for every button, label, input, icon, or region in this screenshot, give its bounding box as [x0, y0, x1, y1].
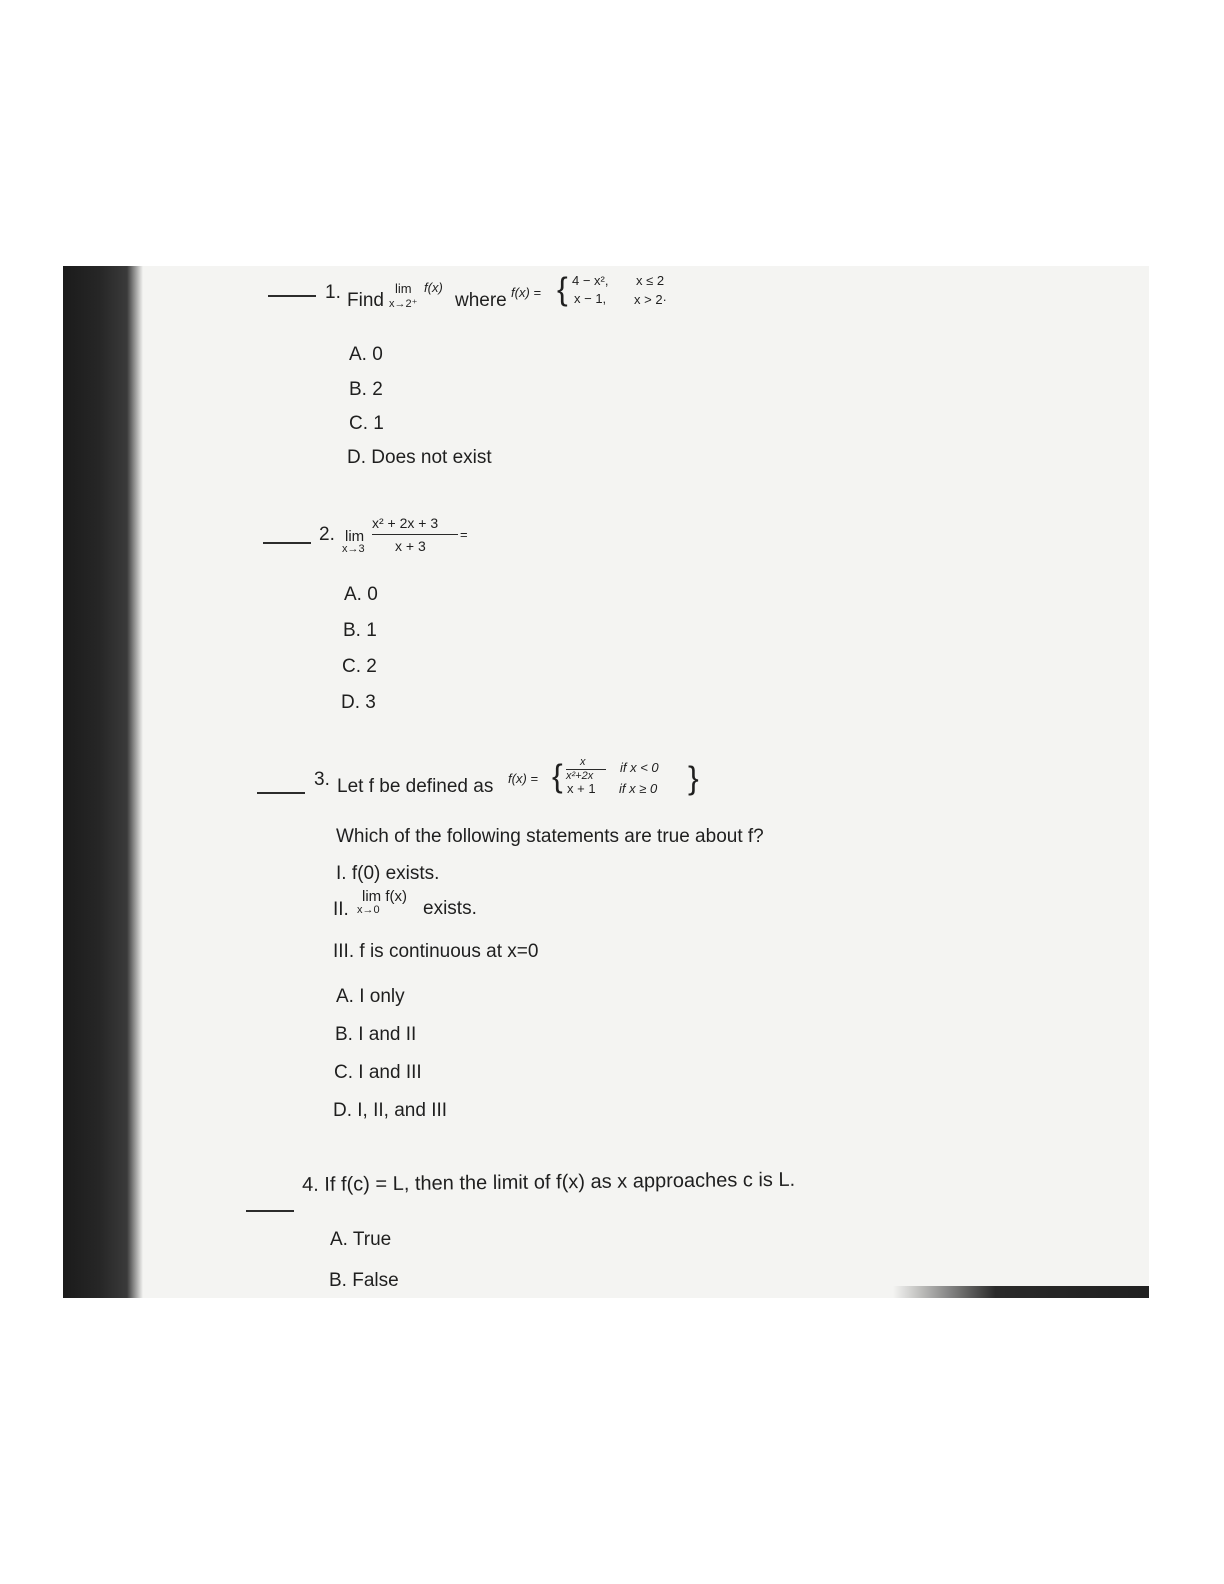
- q2-number: 2.: [319, 524, 335, 545]
- q3-statement-2-tail: exists.: [423, 898, 477, 919]
- answer-blank-1[interactable]: [268, 295, 316, 297]
- q2-fraction-bar: [372, 534, 458, 535]
- q4-choice-b[interactable]: B. False: [329, 1270, 399, 1291]
- q3-statement-2-sub: x→0: [357, 904, 380, 916]
- q2-choice-a[interactable]: A. 0: [344, 584, 378, 605]
- q3-case2-expr: x + 1: [567, 781, 596, 796]
- q3-case1-den: x²+2x: [566, 770, 594, 782]
- q1-choice-d[interactable]: D. Does not exist: [347, 447, 492, 468]
- q2-choice-c[interactable]: C. 2: [342, 656, 377, 677]
- q3-case2-cond: if x ≥ 0: [619, 781, 658, 796]
- q1-case1-expr: 4 − x²,: [572, 273, 609, 288]
- bottom-shadow: [893, 1286, 1149, 1298]
- q3-intro: Let f be defined as: [337, 776, 494, 797]
- q1-choice-c[interactable]: C. 1: [349, 413, 384, 434]
- left-shadow: [63, 266, 143, 1298]
- q3-statement-2-number: II.: [333, 899, 349, 920]
- q1-choice-b[interactable]: B. 2: [349, 379, 383, 400]
- q1-number: 1.: [325, 282, 341, 303]
- q2-denominator: x + 3: [395, 538, 426, 554]
- q1-where: where: [455, 290, 507, 311]
- q4-question: 4. If f(c) = L, then the limit of f(x) as x approaches c is L.: [302, 1168, 796, 1196]
- q3-choice-d[interactable]: D. I, II, and III: [333, 1100, 448, 1121]
- q1-fx: f(x): [424, 280, 443, 295]
- q3-fdef: f(x) =: [508, 771, 538, 786]
- q3-choice-c[interactable]: C. I and III: [334, 1062, 422, 1083]
- q2-equals: =: [460, 527, 468, 542]
- q3-statement-1: I. f(0) exists.: [336, 863, 440, 884]
- q1-choice-a[interactable]: A. 0: [349, 344, 383, 365]
- q2-choice-b[interactable]: B. 1: [343, 620, 377, 641]
- q3-case1-num: x: [580, 756, 586, 768]
- q1-case2-expr: x − 1,: [574, 291, 607, 306]
- photo-background: [63, 266, 1149, 1298]
- q4-choice-a[interactable]: A. True: [330, 1229, 392, 1250]
- q3-number: 3.: [314, 769, 330, 790]
- q2-lim: lim: [345, 528, 365, 545]
- answer-blank-3[interactable]: [257, 792, 305, 794]
- answer-blank-4[interactable]: [246, 1210, 294, 1212]
- q1-find: Find: [347, 290, 384, 311]
- q3-brace-right: }: [688, 760, 699, 796]
- q3-question: Which of the following statements are true about f?: [336, 826, 764, 847]
- q3-brace-left: {: [552, 758, 563, 794]
- q3-choice-a[interactable]: A. I only: [336, 986, 405, 1007]
- q1-case1-cond: x ≤ 2: [636, 273, 665, 288]
- q3-choice-b[interactable]: B. I and II: [335, 1024, 417, 1045]
- q1-fdef: f(x) =: [511, 285, 541, 300]
- q3-statement-3: III. f is continuous at x=0: [333, 941, 539, 962]
- answer-blank-2[interactable]: [263, 542, 311, 544]
- q3-statement-2-lim: lim f(x): [362, 888, 407, 905]
- q1-brace: {: [557, 271, 568, 307]
- q3-case1-cond: if x < 0: [620, 760, 659, 775]
- q1-lim: lim: [395, 281, 412, 296]
- q2-choice-d[interactable]: D. 3: [341, 692, 376, 713]
- q2-lim-sub: x→3: [342, 543, 365, 555]
- q1-lim-sub: x→2⁺: [389, 298, 418, 310]
- q2-numerator: x² + 2x + 3: [372, 515, 439, 531]
- q1-case2-cond: x > 2·: [634, 292, 667, 307]
